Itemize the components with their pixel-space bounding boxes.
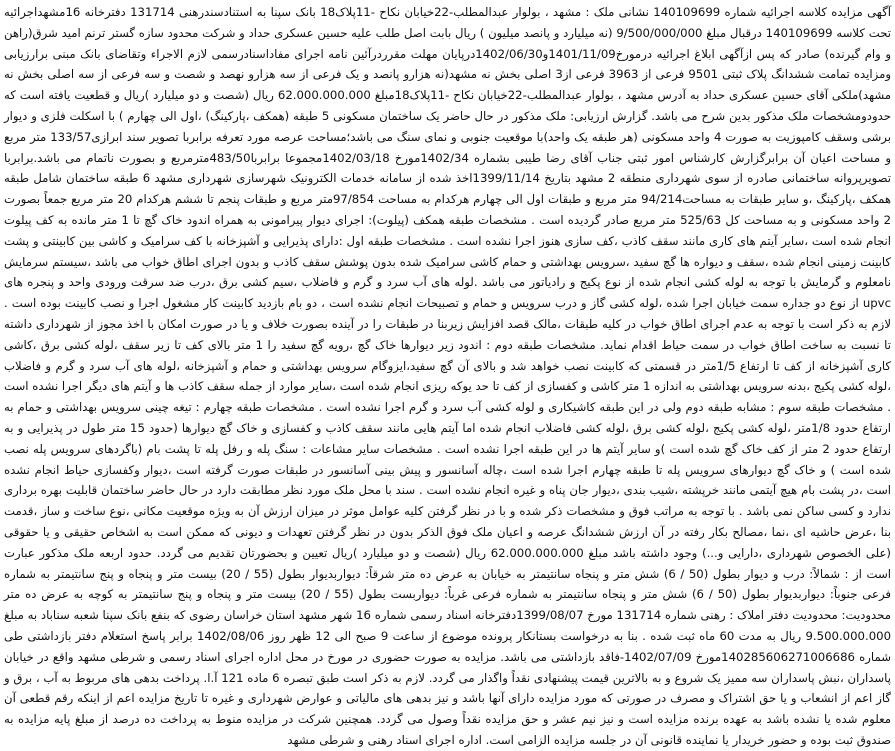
auction-notice-text: آگهی مزایده کلاسه اجرائیه شماره 140109699 نشانی ملک : مشهد ، بولوار عبدالمطلب-22خیابان نکاح -11پلاک18 بانک سپنا به استنادسندرهنی 131714 دفترخانه 16مشهداجرائیه تحت کلاسه 140109699 درقبال مبلغ 9/500/000/000 (نه میلیارد و پانصد میلیون ) ریال بابت اصل طلب علیه حسین عسکری حداد و شرکت محدود سازه گستر ترنم امید شرق(راهن و وام گیرنده) صادر که پس ازآگهی ابلاغ اجرائیه درمورخ1401/11/09و1402/06/30درپایان مهلت مقرردرآئین نامه اجرای مفاداسنادرسمی لازم الاجراء وتقاضای بانک مبنی برارزیابی ومزایده تمامت ششدانگ پلاک ثبتی 9501 فرعی از 3963 فرعی از3 اصلی بخش نه مشهد(نه هزارو پانصد و یک فرعی از سه هزارو نهصد و شصت و سه فرعی از سه اصلی بخش نه مشهد)ملکی آقای حسین عسکری حداد به آدرس مشهد ، بولوار عبدالمطلب-22خیابان نکاح -11پلاک18مبلغ 62.000.000.000 ریال (شصت و دو میلیارد )ریال و قطعیت یافته است که حدودومشخصات ملک مذکور بدین شرح می باشد. گزارش ارزیابی: ملک مذکور در حال حاضر یک ساختمان مسکونی 5 طبقه (همکف ،پارکینگ) ،اول الی چهارم ) با اسکلت فلزی و دیوار برشی وسقف کامپوزیت به صورت 4 واحد مسکونی (هر طبقه یک واحد)با موقعیت جنوبی و نمای سنگ می باشد؛مساحت عرصه مورد تعرفه برابربا تصویر سند ابرازی133/57 متر مربع و مساحت اعیان آن برابرگزارش کارشناس امور ثبتی جناب آقای رضا طیبی بشماره 1402/34مورخ 1402/03/18مجموعا برابربا483/50مترمربع و بصورت ناتمام می باشد.برابربا تصویرپروانه ساختمانی صادره از سوی شهرداری منطقه 2 مشهد بتاریخ 1399/11/14اخذ شده از سامانه خدمات الکترونیک شهرسازی شهرداری مشهد 6 طبقه ساختمان شامل طبقه همکف ،پارکینگ ،و سایر طبقات به مساحت94/214 متر مربع و طبقات اول الی چهارم هرکدام به مساحت 97/854متر مربع و طبقات پنجم تا ششم هرکدام 20 متر مربع جمعاً بصورت 2 واحد مسکونی و به مساحت کل 525/63 متر مربع صادر گردیده است . مشخصات طبقه همکف (پیلوت): اجرای دیوار پیرامونی به همراه اندود خاک گچ تا 1 متر مانده به کف پیلوت انجام شده است ،سایر آیتم های کاری مانند سقف کاذب ،کف سازی هنوز اجرا نشده است . مشخصات طبقه اول :دارای پذیرایی و آشپزخانه با کف سرامیک و کاشی بین کابینتی و پشت کابینت زمینی انجام شده ،سقف و دیواره ها گچ سفید ،سرویس بهداشتی و حمام کاشی سرامیک شده بدون پوشش سقف کاذب و بدون اجرای اطاق خواب می باشد ،سیستم سرمایش نامعلوم و گرمایش با توجه به لوله کشی انجام شده از نوع پکیج و رادیاتور می باشد .لوله های آب سرد و گرم و فاضلاب ،سیم کشی برق ،درب ضد سرقت ورودی واحد و پنجره های upvc از نوع دو جداره سمت خیابان اجرا شده ،لوله کشی گاز و درب سرویس و حمام و تصبیحات انجام نشده است ، دو بام بازدید کابینت کار مشغول اجرا و نصب کابینت بوده است . لازم به ذکر است با توجه به عدم اجرای اطاق خواب در کلیه طبقات ،مالک قصد افزایش زیربنا در طبقات را در آینده بصورت خلاف و یا در صورت امکان با اخذ مجوز از شهرداری داشته تا نسبت به ساخت اطاق خواب در سمت حیاط اقدام نماید. مشخصات طبقه دوم : اندود زیر دیوارها خاک گچ ،رویه گچ سفید را 1 متر بالای کف تا زیر سقف ،لوله کشی برق ،کاشی کاری آشپزخانه از کف تا ارتفاع 1/5متر در قسمتی که کابینت نصب خواهد شد و بالای آن گچ سفید،ایزوگام سرویس بهداشتی و حمام و آشپزخانه ،لوله های آب سرد و گرم و فاضلاب ،لوله کشی پکیج ،بدنه سرویس بهداشتی به اندازه 1 متر کاشی و کفسازی از کف تا حد یوکه ریزی انجام شده است ،سایر موارد از جمله سقف کاذب ها و آیتم های دیگر اجرا نشده است . مشخصات طبقه سوم : مشابه طبقه دوم ولی در این طبقه کاشیکاری و لوله کشی آب سرد و گرم اجرا نشده است . مشخصات طبقه چهارم : تیغه چینی سرویس بهداشتی و حمام به ارتفاع حدود 1/8متر ،لوله کشی پکیج ،لوله کشی برق ،لوله کشی فاضلاب انجام شده اما آیتم هایی مانند سقف کاذب و کفسازی و خاک گچ دیوارها (حدود 15 متر طول در پذیرایی و به ارتفاع حدود 2 متر از کف خاک گچ شده است )و سایر آیتم ها در این طبقه اجرا نشده است . مشخصات سایر مشاعات : سنگ پله و رفل پله تا پشت بام (باگردهای سرویس پله نصب شده است ) و خاک گچ دیوارهای سرویس پله تا طبقه چهارم اجرا شده است ،چاله آسانسور و پیش بینی آسانسور در طبقات صورت گرفته است ،دیوار وکفسازی حیاط انجام نشده است ،در پشت بام هیچ آیتمی مانند خرپشته ،شیب بندی ،دیوار جان پناه و غیره انجام نشده است . سند با محل ملک مورد نظر مطابقت دارد در حال حاضر ساختمان قابلیت بهره برداری ندارد و کسی ساکن نمی باشد . با توجه به مراتب فوق و مشخصات ذکر شده و با در نظر گرفتن کلیه عوامل موثر در میزان ارزش آن به ویژه موقعیت مکانی ،نوع ساخت و ساز ،قدمت بنا ،عرض حاشیه ای ،نما ،مصالح بکار رفته در آن ارزش ششدانگ عرصه و اعیان ملک فوق الذکر بدون در نظر گرفتن تعهدات و دیونی که ممکن است به اشخاص حقیقی و یا حقوقی (علی الخصوص شهرداری ،دارایی و...) وجود داشته باشد مبلغ 62.000.000.000 ریال (شصت و دو میلیارد )ریال تعیین و بحضورتان تقدیم می گردد. حدود اربعه ملک مذکور عبارت است از : شمالاً: درب و دیوار بطول (50 / 6) شش متر و پنجاه سانتیمتر به خیابان به عرض ده متر شرقاً: دیواربدیوار بطول (55 / 20) بیست متر و پنجاه و پنج سانتیمتر به شماره فرعی جنوباً: دیواربدیوار بطول (50 / 6) شش متر و پنجاه سانتیمتر به شماره فرعی غرباً: دیواربست بطول (55 / 20) بیست متر و پنجاه و پنج سانتیمتر به کوچه به عرض ده متر محدودیت: محدودیت دفتر املاک : رهنی شماره 131714 مورخ 1399/08/07دفترخانه اسناد رسمی شماره 16 شهر مشهد استان خراسان رضوی که بنفع بانک سپنا شعبه سناباد به مبلغ 9.500.000.000 ریال به مدت 60 ماه ثبت شده . بنا به درخواست بستانکار پرونده موضوع از ساعت 9 صبح الی 12 ظهر روز 1402/08/06 برابر پاسخ استعلام دفتر بازداشتی طی شماره 140285606271006686مورخ 1402/07/09-فاقد بازداشتی می باشد. مزایده به صورت حضوری در مورخ در محل اداره اجرای اسناد رسمی و شرطی مشهد واقع در خیابان پاسداران ،نبش پاسداران سه ممیز یک شروع و به بالاترین قیمت پیشنهادی نقداً واگذار می گردد. لازم به ذکر است طبق تبصره 6 ماده 121 آ.ا. پرداخت بدهی های مربوط به آب ، برق و گاز اعم از انشعاب و یا حق اشتراک و مصرف در صورتی که مورد مزایده دارای آنها باشد و نیز بدهی های مالیاتی و عوارض شهرداری و غیره تا تاریخ مزایده اعم از اینکه رقم قطعی آن معلوم شده یا نشده باشد به عهده برنده مزایده است و نیز نیم عشر و حق مزایده نقداً وصول می گردد. همچنین شرکت در مزایده منوط به پرداخت ده درصد از مبلغ پایه مزایده به صندوق ثبت بوده و حضور خریدار یا نماینده قانونی آن در جلسه مزایده الزامی است. اداره اجرای اسناد رهنی و شرطی مشهد (4, 5, 892, 747)
